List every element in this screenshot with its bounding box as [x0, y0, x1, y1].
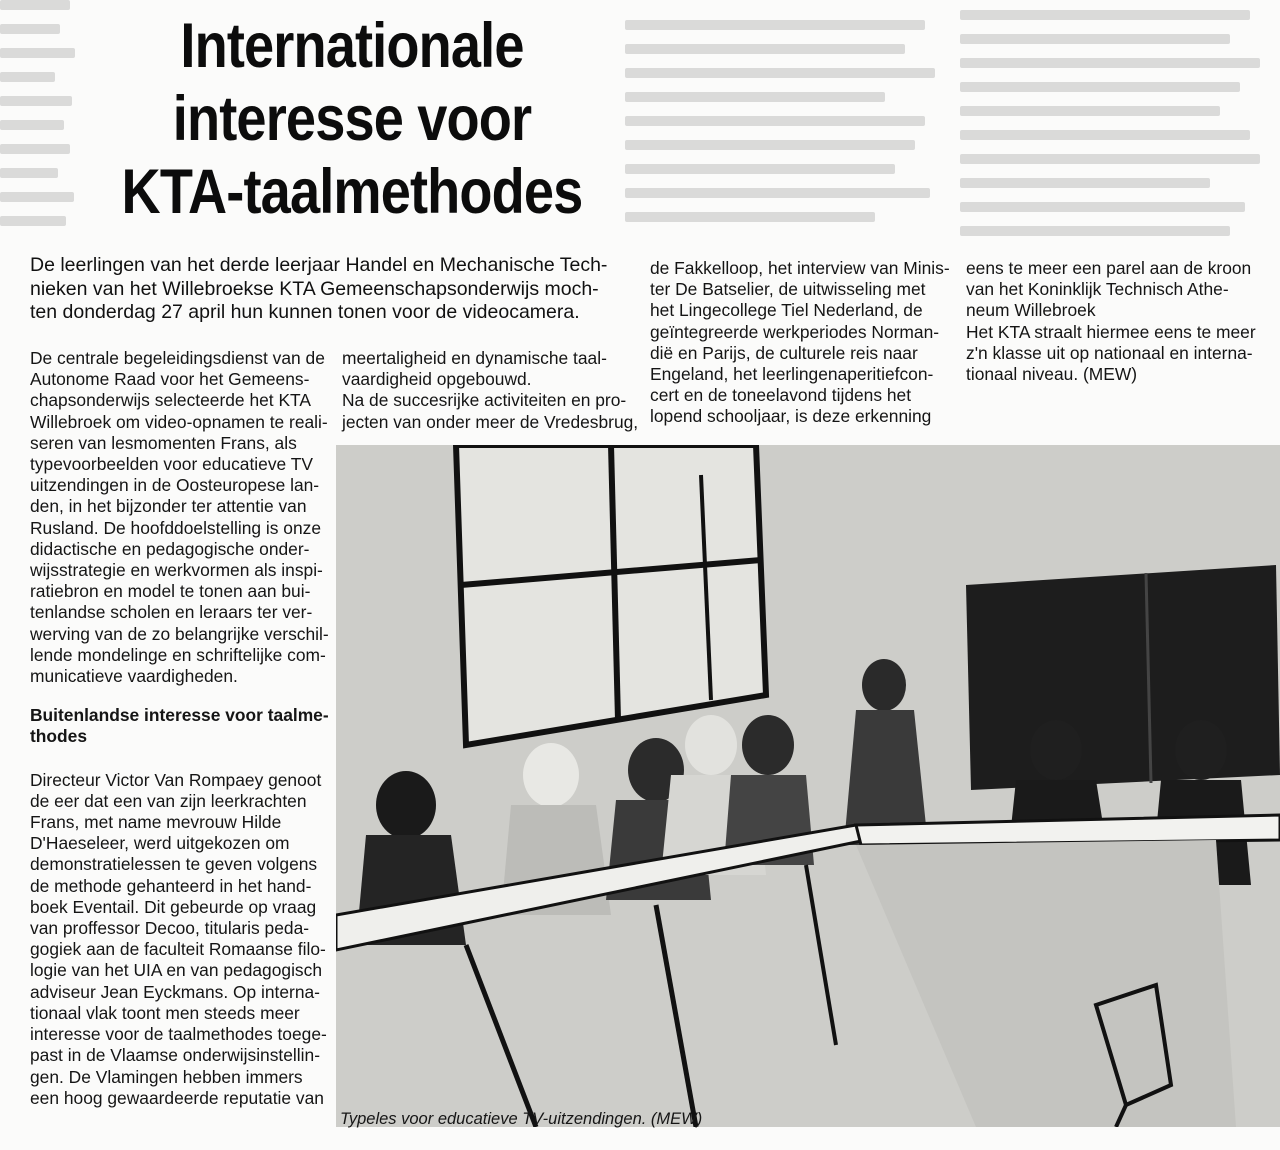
- body-line: logie van het UIA en van pedagogisch: [30, 960, 322, 981]
- body-line: een hoog gewaardeerde reputatie van: [30, 1087, 324, 1108]
- body-line: werving van de zo belangrijke verschil-: [30, 623, 329, 644]
- body-line: wijsstrategie en werkvormen als inspi-: [30, 560, 323, 581]
- headline-line-2: interesse voor: [172, 84, 532, 154]
- body-line: interesse voor de taalmethodes toege-: [30, 1024, 327, 1045]
- body-line: van het Koninklijk Technisch Athe-: [966, 279, 1229, 300]
- lead-line: ten donderdag 27 april hun kunnen tonen voor de videocamera.: [30, 301, 580, 323]
- body-line: municatieve vaardigheden.: [30, 666, 238, 687]
- body-line: Directeur Victor Van Rompaey genoot: [30, 769, 322, 790]
- body-line: Het KTA straalt hiermee eens te meer: [966, 321, 1256, 342]
- body-line: den, in het bijzonder ter attentie van: [30, 496, 307, 517]
- body-line: ratiebron en model te tonen aan bui-: [30, 581, 311, 602]
- body-line: jecten van onder meer de Vredesbrug,: [342, 411, 639, 432]
- body-line: D'Haeseleer, werd uitgekozen om: [30, 833, 290, 854]
- bleed-through-texture-mid: [625, 20, 945, 245]
- classroom-photo-illustration: [336, 445, 1280, 1127]
- body-line: meertaligheid en dynamische taal-: [342, 348, 607, 368]
- body-line: van proffessor Decoo, titularis peda-: [30, 918, 310, 939]
- body-line: uitzendingen in de Oosteuropese lan-: [30, 475, 320, 496]
- body-line: lende mondelinge en schriftelijke com-: [30, 644, 326, 665]
- headline-line-3: KTA-taalmethodes: [121, 157, 583, 227]
- bleed-through-texture-right: [960, 10, 1270, 250]
- body-line: typevoorbeelden voor educatieve TV: [30, 454, 313, 475]
- body-column-4: [966, 258, 1266, 385]
- body-column-2: [342, 348, 642, 433]
- body-line: geïntegreerde werkperiodes Norman-: [650, 321, 940, 342]
- body-line: gen. De Vlamingen hebben immers: [30, 1066, 303, 1087]
- classroom-photo: [336, 445, 1280, 1127]
- subheading-line: Buitenlandse interesse voor taalme-: [30, 705, 329, 726]
- body-line: seren van lesmomenten Frans, als: [30, 432, 297, 453]
- body-line: demonstratielessen te geven volgens: [30, 854, 318, 875]
- lead-paragraph: [30, 254, 645, 325]
- section-subheading: [30, 705, 330, 747]
- body-line: z'n klasse uit op nationaal en interna-: [966, 342, 1253, 363]
- body-line: Engeland, het leerlingenaperitiefcon-: [650, 364, 934, 385]
- body-line: vaardigheid opgebouwd.: [342, 369, 532, 390]
- body-line: Frans, met name mevrouw Hilde: [30, 812, 282, 833]
- body-line: Rusland. De hoofddoelstelling is onze: [30, 517, 321, 538]
- lead-line: nieken van het Willebroekse KTA Gemeenschapsonderwijs moch-: [30, 277, 599, 300]
- body-line: neum Willebroek: [966, 300, 1096, 321]
- body-line: tenlandse scholen en leraars ter ver-: [30, 602, 313, 623]
- body-line: Na de succesrijke activiteiten en pro-: [342, 390, 627, 411]
- body-line: past in de Vlaamse onderwijsinstellin-: [30, 1045, 320, 1066]
- body-line: De centrale begeleidingsdienst van de: [30, 348, 325, 368]
- body-line: cert en de toneelavond tijdens het: [650, 385, 912, 406]
- body-line: Willebroek om video-opnamen te reali-: [30, 411, 328, 432]
- lead-line: De leerlingen van het derde leerjaar Handel en Mechanische Tech-: [30, 254, 608, 276]
- body-line: de eer dat een van zijn leerkrachten: [30, 790, 307, 811]
- body-line: Autonome Raad voor het Gemeens-: [30, 369, 310, 390]
- body-line: lopend schooljaar, is deze erkenning: [650, 406, 932, 427]
- body-line: boek Eventail. Dit gebeurde op vraag: [30, 896, 317, 917]
- body-line: chapsonderwijs selecteerde het KTA: [30, 390, 311, 411]
- body-line: didactische en pedagogische onder-: [30, 538, 310, 559]
- body-line: dië en Parijs, de culturele reis naar: [650, 342, 918, 363]
- body-line: eens te meer een parel aan de kroon: [966, 258, 1252, 278]
- bleed-through-texture-left: [0, 0, 80, 250]
- body-line: tionaal vlak toont men steeds meer: [30, 1002, 300, 1023]
- body-line: het Lingecollege Tiel Nederland, de: [650, 300, 923, 321]
- body-line: ter De Batselier, de uitwisseling met: [650, 279, 926, 300]
- body-line: tionaal niveau. (MEW): [966, 364, 1138, 385]
- body-line: de methode gehanteerd in het hand-: [30, 875, 312, 896]
- paragraph-intro: [30, 348, 330, 687]
- headline-line-1: Internationale: [180, 11, 524, 81]
- body-line: de Fakkelloop, het interview van Minis-: [650, 258, 950, 278]
- body-column-1: [30, 348, 330, 1109]
- body-line: adviseur Jean Eyckmans. Op interna-: [30, 981, 320, 1002]
- photo-caption: Typeles voor educatieve TV-uitzendingen. (MEW): [340, 1110, 703, 1128]
- subheading-line: thodes: [30, 726, 88, 747]
- body-line: gogiek aan de faculteit Romaanse filo-: [30, 939, 326, 960]
- article-headline: [120, 10, 584, 229]
- body-column-3: [650, 258, 950, 428]
- paragraph-director: [30, 770, 330, 1109]
